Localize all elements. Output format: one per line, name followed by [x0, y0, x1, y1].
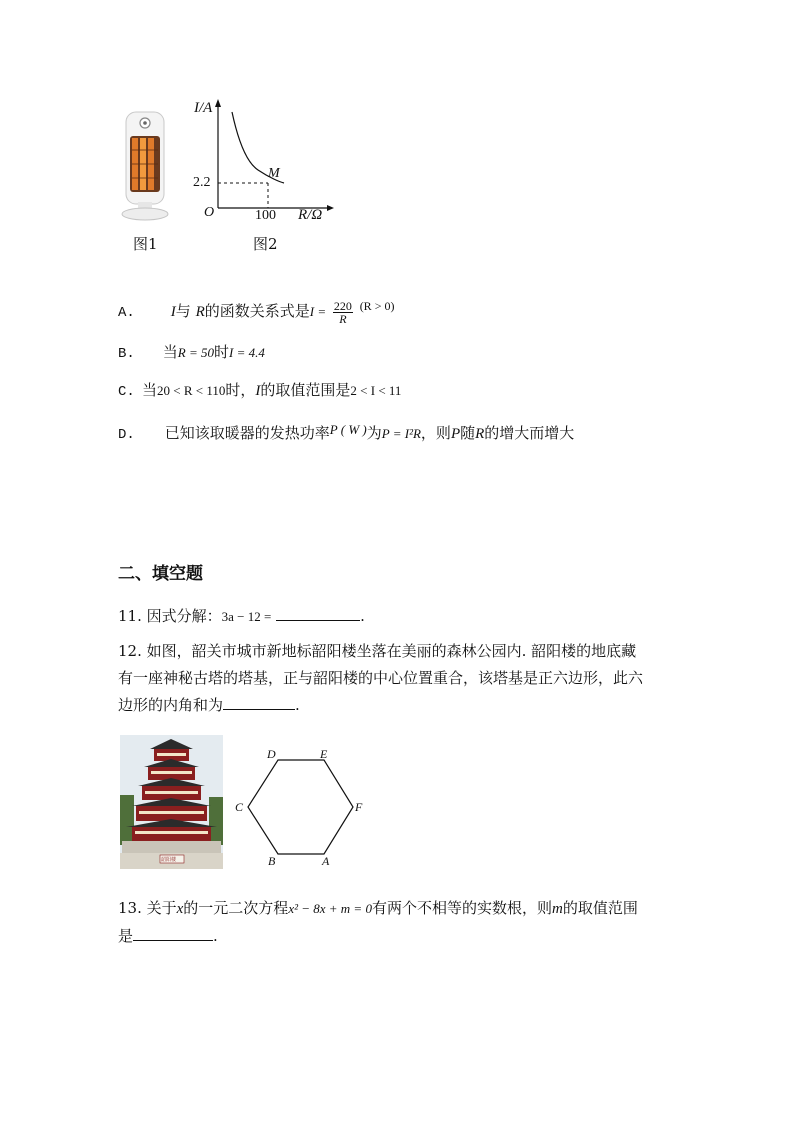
tower-sign: 韶阳楼 — [161, 857, 177, 863]
option-key: B. — [118, 346, 135, 362]
option-key: C. — [118, 384, 135, 400]
vertex-d-label: D — [267, 747, 276, 761]
x-axis-label: R/Ω — [298, 207, 323, 223]
hexagon — [248, 760, 353, 854]
answer-blank-11[interactable] — [276, 606, 360, 621]
vertex-f-label: F — [355, 800, 363, 814]
hexagon-figure — [234, 745, 366, 869]
option-key: A. — [118, 305, 135, 321]
answer-blank-13[interactable] — [133, 926, 213, 941]
option-key: D. — [118, 427, 135, 443]
vertex-e-label: E — [320, 747, 328, 761]
section-title: 二、填空题 — [118, 564, 203, 584]
option-d: D. 已知该取暖器的发热功率P ( W )为P = I²R，则P随R的增大而增大 — [118, 422, 575, 443]
point-m-label: M — [268, 166, 280, 181]
x-axis-arrow — [327, 205, 334, 211]
option-a: A. I与 R的函数关系式是I = $\frac{220}{R}$ $^{(R > 0)}$ — [118, 298, 395, 326]
tower-photo — [120, 735, 223, 869]
origin-label: O — [204, 205, 215, 220]
y-axis-arrow — [215, 99, 221, 107]
heater-image — [118, 110, 172, 222]
vertex-a-label: A — [322, 854, 330, 868]
answer-blank-12[interactable] — [223, 695, 295, 710]
vertex-c-label: C — [235, 800, 244, 814]
x-tick-label: 100 — [255, 208, 276, 223]
option-b: B. 当R = 50时I = 4.4 — [118, 343, 265, 362]
question-12: 12. 如图，韶关市城市新地标韶阳楼坐落在美丽的森林公园内. 韶阳楼的地底藏 有一座神秘古塔的塔基，正与韶阳楼的中心位置重合，该塔基是正六边形，此六 边形的内角和为 . — [118, 642, 644, 714]
formula-fraction: $\frac{220}{R}$ — [333, 298, 352, 326]
vertex-b-label: B — [268, 854, 276, 868]
question-11: 11. 因式分解：3a − 12 = . — [118, 607, 365, 625]
figure2-caption: 图2 — [253, 235, 278, 253]
option-c: C. 当20 < R < 110时，I的取值范围是2 < I < 11 — [118, 381, 402, 400]
question-13: 13. 关于x的一元二次方程x² − 8x + m = 0有两个不相等的实数根，则m的取值范围 是 . — [118, 899, 638, 945]
y-axis-label: I/A — [194, 100, 213, 116]
y-tick-label: 2.2 — [193, 175, 211, 190]
figure1-caption: 图1 — [133, 235, 158, 253]
